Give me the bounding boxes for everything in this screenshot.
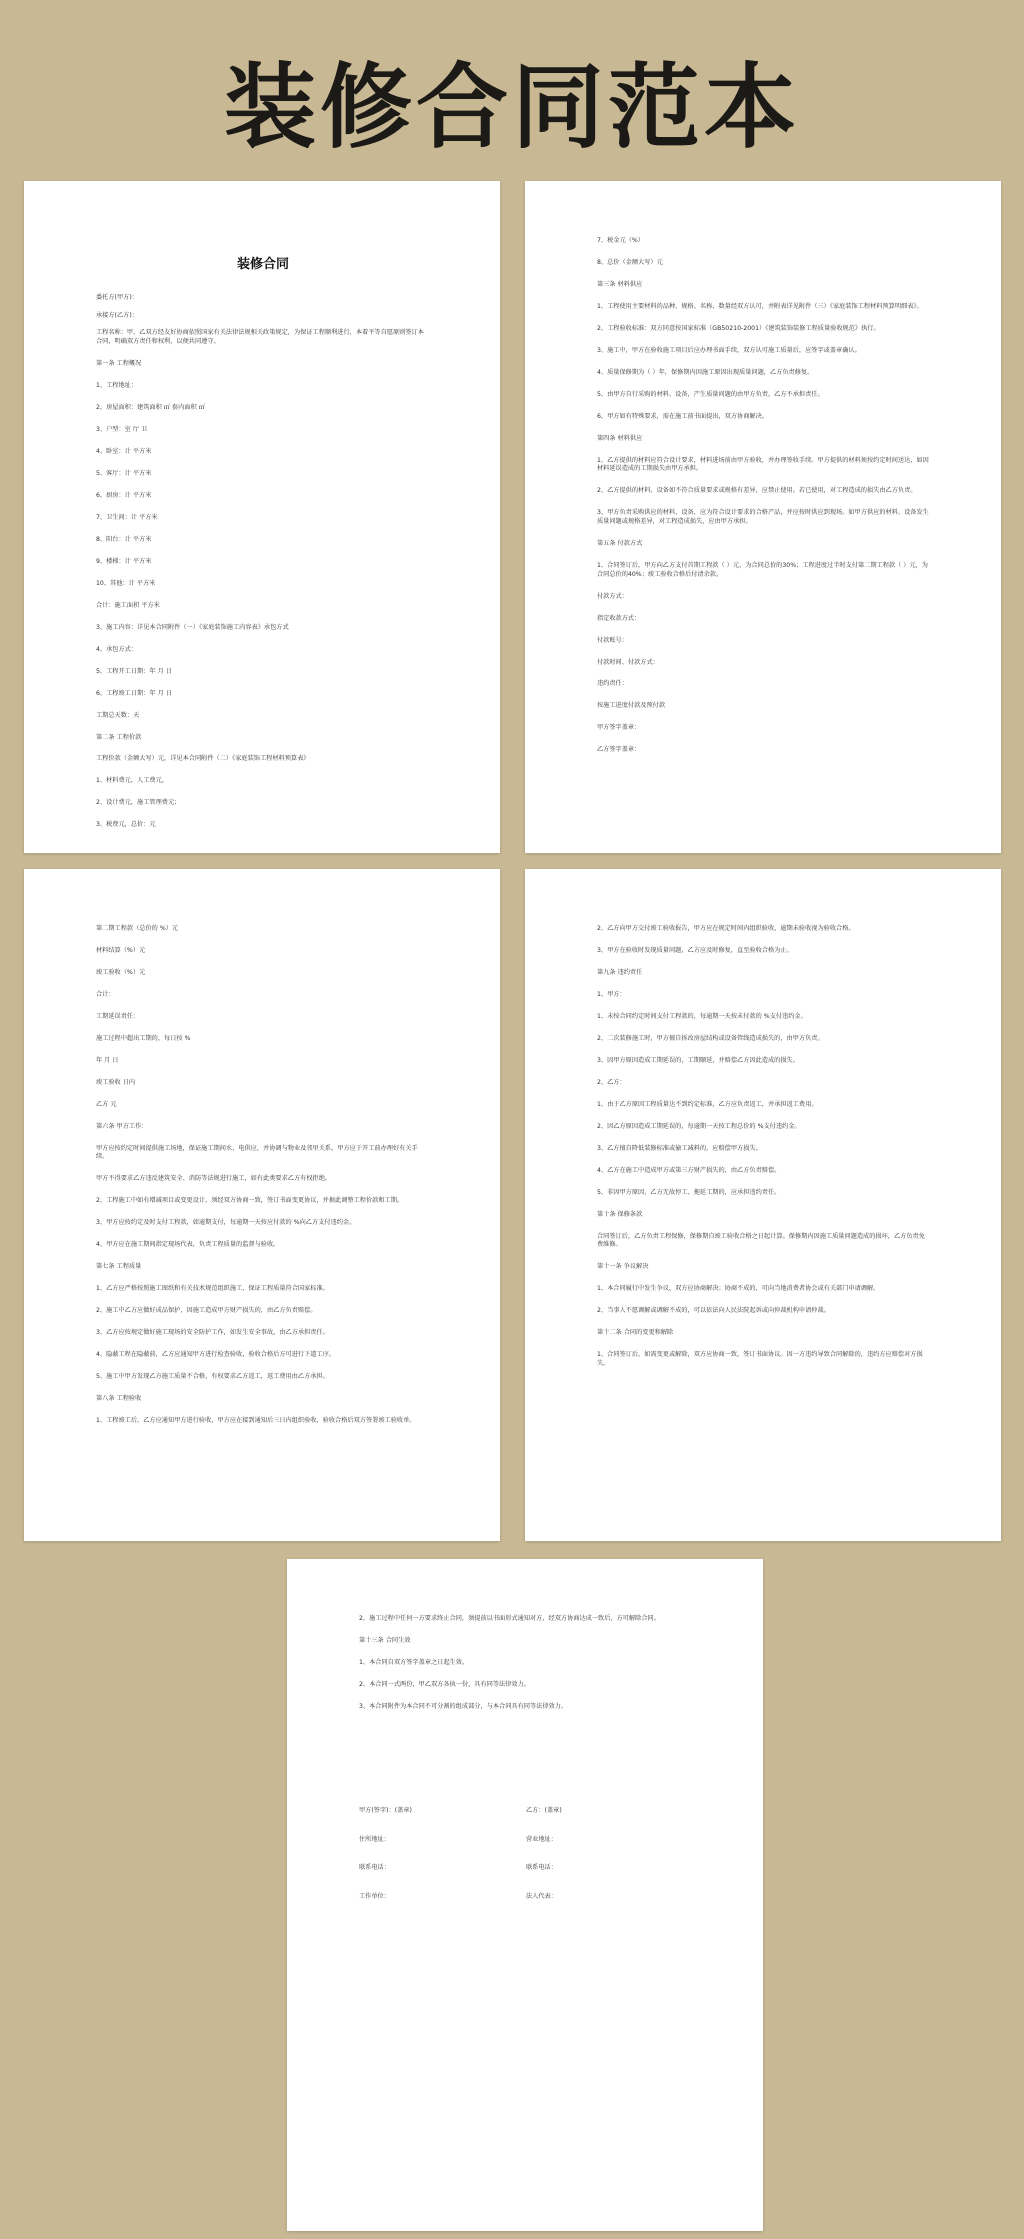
- text-line: 第二期工程款（总价的 %）元: [96, 925, 179, 932]
- text-line: 1、乙方应严格按照施工图纸和有关技术规范组织施工，保证工程质量符合国家标准。: [96, 1285, 329, 1293]
- section-heading: 第四条 材料供应: [597, 434, 643, 442]
- text-line: 工程名称：甲、乙双方经友好协商依照国家有关法律法规相关政策规定，为保证工程顺利进行，本着平等自愿原则签订本合同，明确双方责任和权利，以便共同遵守。: [96, 329, 424, 345]
- text-line: 7、税金元（%）: [597, 237, 644, 244]
- document-page-3: [24, 869, 500, 1541]
- text-line: 竣工验收（%）元: [96, 968, 146, 976]
- section-heading: 第三条 材料供应: [597, 280, 643, 288]
- text-line: 2、设计费元，施工管理费元；: [96, 799, 181, 807]
- text-line: 合计：施工面积 平方米: [96, 601, 160, 609]
- page-3-content: [96, 925, 430, 1439]
- text-line: 5、工程开工日期：年 月 日: [96, 667, 172, 675]
- text-line: 2、当事人不愿调解或调解不成的，可以依法向人民法院起诉或向仲裁机构申请仲裁。: [597, 1307, 830, 1315]
- document-page-1: [24, 181, 500, 853]
- text-line: 3、甲方应按约定及时支付工程款，如逾期支付，每逾期一天按应付款的 %向乙方支付违约金。: [96, 1219, 356, 1227]
- document-page-4: [525, 869, 1001, 1541]
- text-line: 3、户型：室 厅 卫: [96, 425, 148, 433]
- text-line: 2、本合同一式两份，甲乙双方各执一份，具有同等法律效力。: [359, 1680, 530, 1688]
- party-a-signature: 甲方(签字)：(盖章): [359, 1807, 412, 1814]
- text-line: 工程价款（金额大写）元，详见本合同附件（二）《家庭装饰工程材料预算表》: [96, 755, 310, 763]
- text-line: 甲方签字盖章：: [597, 724, 641, 732]
- text-line: 10、其他：计 平方米: [96, 579, 156, 587]
- text-line: 2、施工过程中任何一方要求终止合同，须提前以书面形式通知对方，经双方协商达成一致后，方可解除合同。: [359, 1615, 660, 1622]
- text-line: 工期延误责任：: [96, 1012, 140, 1020]
- text-line: 4、乙方在施工中造成甲方或第三方财产损失的，由乙方负责赔偿。: [597, 1166, 781, 1174]
- text-line: 1、工程使用主要材料的品种、规格、名称、数量经双方认可，并附表详见附件（三）《家庭装饰工程材料预算明细表》。: [597, 302, 923, 310]
- text-line: 9、楼梯：计 平方米: [96, 557, 152, 565]
- text-line: 2、因乙方原因造成工期延误的，每逾期一天按工程总价的 %支付违约金。: [597, 1122, 801, 1130]
- text-line: 1、甲方：: [597, 990, 626, 998]
- text-line: 3、因甲方原因造成工期延误的，工期顺延，并赔偿乙方因此造成的损失。: [597, 1056, 799, 1064]
- text-line: 1、未按合同约定时间支付工程款的，每逾期一天按未付款的 %支付违约金。: [597, 1012, 807, 1020]
- section-heading: 第十一条 争议解决: [597, 1263, 649, 1271]
- section-heading: 第十三条 合同生效: [359, 1636, 411, 1644]
- page-5-content: [359, 1615, 693, 1725]
- party-b-address: 营业地址：: [526, 1835, 557, 1843]
- text-line: 3、乙方擅自降低装修标准或偷工减料的，应赔偿甲方损失。: [597, 1144, 762, 1152]
- text-line: 2、工程施工中如有增减项目或变更设计，须经双方协商一致，签订书面变更协议，并据此调整工程价款和工期。: [96, 1197, 404, 1205]
- text-line: 5、施工中甲方发现乙方施工质量不合格，有权要求乙方返工，返工费用由乙方承担。: [96, 1373, 329, 1381]
- text-line: 付款时间、付款方式：: [597, 658, 659, 666]
- text-line: 2、房屋面积：建筑面积 ㎡ 套内面积 ㎡: [96, 403, 205, 411]
- text-line: 按施工进度付款及预付款: [597, 702, 666, 710]
- text-line: 4、质量保修期为（ ）年，保修期内因施工原因出现质量问题，乙方负责修复。: [597, 368, 814, 376]
- text-line: 施工过程中超出工期的，每日按 %: [96, 1034, 191, 1042]
- section-heading: 第九条 违约责任: [597, 968, 643, 976]
- text-line: 甲方不得要求乙方违反建筑安全、消防等法规进行施工，如有此类要求乙方有权拒绝。: [96, 1175, 332, 1183]
- text-line: 5、由甲方自行采购的材料、设备，产生质量问题的由甲方负责，乙方不承担责任。: [597, 390, 824, 398]
- section-heading: 第六条 甲方工作：: [96, 1122, 148, 1130]
- section-heading: 第八条 工程验收: [96, 1395, 142, 1403]
- text-line: 1、合同签订后，甲方向乙方支付首期工程款（ ）元，为合同总价的30%；工程进度过半时支付第二期工程款（ ）元，为合同总价的40%；竣工验收合格后付清余款。: [597, 561, 928, 578]
- text-line: 2、工程验收标准：双方同意按国家标准（GB50210-2001）《建筑装饰装修工程质量验收规范》执行。: [597, 324, 880, 332]
- banner-title: 装修合同范本: [223, 53, 800, 161]
- text-line: 2、乙方提供的材料、设备如不符合质量要求或规格有差异，应禁止使用。若已使用，对工程造成的损失由乙方负责。: [597, 487, 917, 495]
- party-b-phone: 联系电话：: [526, 1864, 557, 1872]
- text-line: 2、乙方：: [597, 1078, 626, 1086]
- text-line: 3、甲方负责采购供应的材料、设备，应为符合设计要求的合格产品，并应按时供应到现场。如甲方供应的材料、设备发生质量问题或规格差异，对工程造成损失，应由甲方承担。: [597, 509, 929, 525]
- text-line: 2、乙方向甲方交付竣工验收报告，甲方应在规定时间内组织验收，逾期未验收视为验收合格。: [597, 925, 855, 932]
- party-a-employer: 工作单位：: [359, 1892, 390, 1900]
- party-b-legal-rep: 法人代表：: [526, 1892, 557, 1900]
- text-line: 年 月 日: [96, 1056, 119, 1064]
- text-line: 3、施工内容：详见本合同附件（一）《家庭装饰施工内容表》承包方式: [96, 623, 289, 631]
- text-line: 8、总价（金额大写）元: [597, 258, 663, 266]
- text-line: 乙方签字盖章：: [597, 746, 641, 754]
- text-line: 3、乙方应按规定做好施工现场的安全防护工作，如发生安全事故，由乙方承担责任。: [96, 1329, 329, 1337]
- text-line: 1、乙方提供的材料应符合设计要求，材料进场前由甲方验收，并办理签收手续。甲方提供的材料须按约定时间送达，如因材料延误造成的工期损失由甲方承担。: [597, 456, 929, 473]
- text-line: 材料结算（%）元: [96, 946, 146, 954]
- text-line: 1、工程地址：: [96, 381, 138, 389]
- party-b-signature: 乙方：(盖章): [526, 1807, 562, 1814]
- signature-block: [359, 1807, 693, 1901]
- text-line: 4、隐蔽工程在隐蔽前，乙方应通知甲方进行检查验收，验收合格后方可进行下道工序。: [96, 1351, 336, 1359]
- text-line: 违约责任：: [597, 680, 628, 688]
- text-line: 6、甲方如有特殊要求，需在施工前书面提出，双方协商解决。: [597, 412, 768, 420]
- page-1-content: [96, 253, 430, 843]
- text-line: 4、卧室：计 平方米: [96, 447, 152, 455]
- text-line: 2、二次装修施工时，甲方擅自拆改房屋结构或设备管线造成损失的，由甲方负责。: [597, 1034, 824, 1042]
- text-line: 3、税费元，总价：元: [96, 821, 156, 829]
- text-line: 工期总天数：天: [96, 711, 140, 719]
- text-line: 甲方应按约定时间提供施工场地，保证施工期间水、电供应，并协调与物业及邻里关系。甲方应于开工前办理好有关手续。: [96, 1144, 418, 1161]
- text-line: 委托方(甲方)：: [96, 294, 138, 301]
- text-line: 4、承包方式：: [96, 645, 138, 653]
- section-heading: 第十二条 合同的变更和解除: [597, 1329, 674, 1337]
- text-line: 7、卫生间：计 平方米: [96, 513, 158, 521]
- text-line: 2、施工中乙方应做好成品保护，因施工造成甲方财产损失的，由乙方负责赔偿。: [96, 1307, 317, 1315]
- section-heading: 第七条 工程质量: [96, 1263, 142, 1271]
- text-line: 1、由于乙方原因工程质量达不到约定标准，乙方应负责返工，并承担返工费用。: [597, 1100, 818, 1108]
- text-line: 6、工程竣工日期：年 月 日: [96, 689, 172, 697]
- section-heading: 第五条 付款方式: [597, 539, 643, 547]
- text-line: 4、甲方应在施工期间指定现场代表，负责工程质量的监督与验收。: [96, 1241, 280, 1249]
- page-4-content: [597, 925, 931, 1382]
- text-line: 5、客厅：计 平方米: [96, 469, 152, 477]
- text-line: 8、阳台：计 平方米: [96, 535, 152, 543]
- text-line: 5、非因甲方原因，乙方无故停工、拖延工期的，应承担违约责任。: [597, 1188, 781, 1196]
- text-line: 1、工程竣工后，乙方应通知甲方进行验收，甲方应在接到通知后三日内组织验收，验收合格后双方签署竣工验收单。: [96, 1417, 416, 1425]
- text-line: 指定收款方式：: [597, 614, 641, 622]
- text-line: 合同签订后，乙方负责工程保修，保修期自竣工验收合格之日起计算。保修期内因施工质量问题造成的损坏，乙方负责免费维修。: [597, 1232, 925, 1249]
- text-line: 3、施工中，甲方在验收施工项目后应办理书面手续，双方认可施工质量后，应签字或盖章确认。: [597, 346, 861, 354]
- text-line: 3、甲方在验收时发现质量问题，乙方应及时修复，直至验收合格为止。: [597, 946, 793, 954]
- text-line: 付款方式：: [597, 592, 628, 600]
- page-2-content: [597, 237, 931, 768]
- document-page-2: [525, 181, 1001, 853]
- text-line: 3、本合同附件为本合同不可分割的组成部分，与本合同具有同等法律效力。: [359, 1702, 568, 1710]
- contract-title: 装修合同: [236, 257, 289, 272]
- text-line: 1、本合同自双方签字盖章之日起生效。: [359, 1658, 469, 1666]
- section-heading: 第一条 工程概况: [96, 359, 142, 367]
- text-line: 1、合同签订后，如需变更或解除，双方应协商一致，签订书面协议。因一方违约导致合同解除的，违约方应赔偿对方损失。: [597, 1351, 923, 1367]
- party-a-address: 住所地址：: [359, 1835, 390, 1843]
- text-line: 1、材料费元，人工费元，: [96, 777, 168, 785]
- party-a-phone: 联系电话：: [359, 1864, 390, 1872]
- text-line: 付款账号：: [597, 636, 628, 644]
- section-heading: 第十条 保修条款: [597, 1210, 643, 1218]
- text-line: 乙方 元: [96, 1100, 117, 1108]
- text-line: 竣工验收 日内: [96, 1078, 136, 1086]
- document-page-5: [287, 1559, 763, 2231]
- text-line: 合计：: [96, 990, 115, 998]
- text-line: 承接方(乙方)：: [96, 311, 138, 319]
- section-heading: 第二条 工程价款: [96, 733, 142, 741]
- text-line: 6、厨房：计 平方米: [96, 491, 152, 499]
- text-line: 1、本合同履行中发生争议，双方应协商解决；协商不成的，可向当地消费者协会或有关部门申请调解。: [597, 1285, 880, 1293]
